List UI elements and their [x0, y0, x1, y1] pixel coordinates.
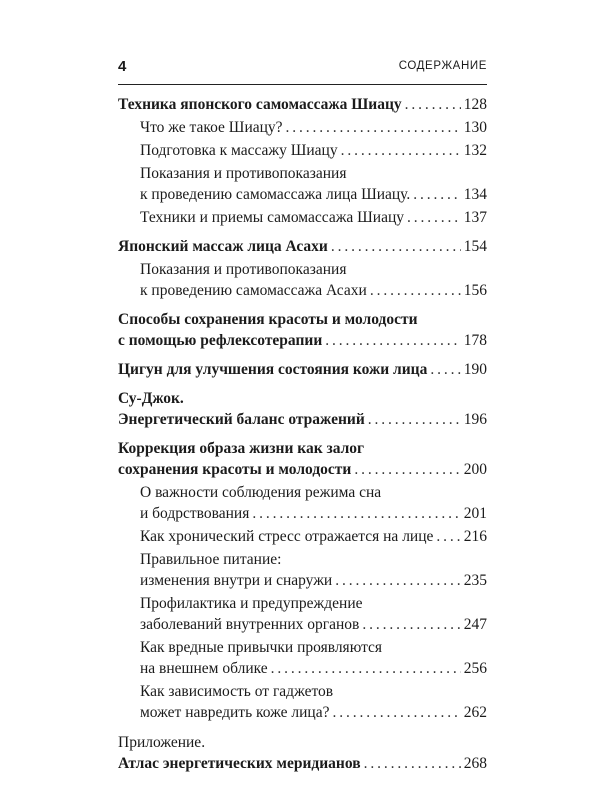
toc-entry-title-line: Цигун для улучшения состояния кожи лица [118, 361, 428, 378]
toc-page-number: 256 [463, 660, 487, 677]
toc-entry [118, 207, 487, 228]
toc-entry-title-line: Способы сохранения красоты и молодости [118, 311, 418, 328]
toc-page-number: 247 [463, 616, 487, 633]
dot-leader [430, 359, 460, 380]
toc-entry-last-line [140, 184, 487, 205]
toc-entry-title-line: сохранения красоты и молодости [118, 461, 352, 478]
toc-page-number: 132 [463, 142, 487, 159]
toc-entry-title-line: Техника японского самомассажа Шиацу [118, 96, 402, 113]
toc-page-number: 137 [463, 209, 487, 226]
dot-leader [325, 330, 460, 351]
dot-leader [405, 94, 461, 115]
toc-page-number: 130 [463, 119, 487, 136]
toc-entry [118, 94, 487, 115]
toc-entry [118, 593, 487, 635]
toc-entry [118, 259, 487, 301]
table-of-contents [118, 94, 487, 774]
toc-page-number: 134 [463, 186, 487, 203]
dot-leader [407, 207, 461, 228]
toc-page-number: 235 [463, 572, 487, 589]
running-head: СОДЕРЖАНИЕ [398, 60, 487, 72]
toc-entry-last-line [118, 330, 487, 351]
toc-entry-last-line [140, 526, 487, 547]
dot-leader [370, 280, 461, 301]
toc-entry-title-line: Атлас энергетических меридианов [118, 755, 361, 772]
toc-entry-title-line: Техники и приемы самомассажа Шиацу [140, 209, 405, 226]
toc-entry-last-line [140, 140, 487, 161]
toc-page-number: 201 [463, 505, 487, 522]
toc-entry-title-line: заболеваний внутренних органов [140, 616, 360, 633]
toc-entry [118, 140, 487, 161]
toc-entry [118, 732, 487, 774]
dot-leader [286, 117, 461, 138]
toc-entry [118, 482, 487, 524]
toc-entry [118, 309, 487, 351]
dot-leader [354, 459, 460, 480]
toc-entry-last-line [118, 236, 487, 257]
toc-entry-last-line [140, 503, 487, 524]
toc-entry-title-line: Как хронический стресс отражается на лице [140, 528, 434, 545]
toc-page-number: 196 [463, 411, 487, 428]
toc-entry-title-line: Су-Джок. [118, 390, 184, 407]
toc-entry [118, 438, 487, 480]
dot-leader [331, 236, 461, 257]
toc-entry-title-line: на внешнем облике [140, 660, 268, 677]
toc-entry-last-line [140, 280, 487, 301]
dot-leader [271, 658, 461, 679]
toc-entry-title-line: Что же такое Шиацу? [140, 119, 283, 136]
toc-entry-last-line [140, 702, 487, 723]
toc-entry-title-line: Коррекция образа жизни как залог [118, 440, 365, 457]
dot-leader [436, 526, 460, 547]
toc-entry-title-line: Японский массаж лица Асахи [118, 238, 328, 255]
header-rule [118, 84, 487, 85]
toc-entry-title-line: Как зависимость от гаджетов [140, 683, 334, 700]
toc-entry-title-line: Приложение. [118, 734, 206, 751]
toc-entry-last-line [140, 207, 487, 228]
toc-entry-last-line [140, 658, 487, 679]
toc-entry [118, 117, 487, 138]
dot-leader [332, 702, 460, 723]
toc-entry-last-line [118, 753, 487, 774]
toc-page-number: 190 [463, 361, 487, 378]
dot-leader [364, 753, 461, 774]
toc-page-number: 154 [463, 238, 487, 255]
toc-entry [118, 681, 487, 723]
toc-entry-last-line [118, 459, 487, 480]
toc-entry [118, 388, 487, 430]
toc-entry [118, 163, 487, 205]
toc-page-number: 200 [463, 461, 487, 478]
toc-entry-title-line: О важности соблюдения режима сна [140, 484, 382, 501]
toc-entry-last-line [140, 614, 487, 635]
toc-entry-title-line: Профилактика и предупреждение [140, 595, 363, 612]
toc-entry [118, 526, 487, 547]
dot-leader [368, 409, 461, 430]
toc-entry-title-line: Правильное питание: [140, 551, 282, 568]
toc-entry-last-line [118, 359, 487, 380]
toc-entry-title-line: может навредить коже лица? [140, 704, 330, 721]
dot-leader [252, 503, 460, 524]
toc-entry-title-line: с помощью рефлексотерапии [118, 332, 323, 349]
page-number: 4 [118, 58, 127, 75]
toc-entry-last-line [140, 117, 487, 138]
toc-entry-last-line [118, 409, 487, 430]
toc-page-number: 268 [463, 755, 487, 772]
toc-entry-title-line: Как вредные привычки проявляются [140, 639, 383, 656]
toc-entry-title-line: и бодрствования [140, 505, 250, 522]
toc-page-number: 262 [463, 704, 487, 721]
toc-entry-title-line: Показания и противопоказания [140, 165, 347, 182]
dot-leader [413, 184, 460, 205]
toc-entry-last-line [118, 94, 487, 115]
dot-leader [362, 614, 460, 635]
toc-entry-title-line: к проведению самомассажа лица Шиацу. [140, 186, 411, 203]
toc-page-number: 128 [463, 96, 487, 113]
toc-page-number: 178 [463, 332, 487, 349]
toc-entry [118, 359, 487, 380]
dot-leader [341, 140, 461, 161]
toc-entry [118, 236, 487, 257]
toc-page-number: 216 [463, 528, 487, 545]
toc-entry-title-line: Подготовка к массажу Шиацу [140, 142, 338, 159]
toc-entry-title-line: изменения внутри и снаружи [140, 572, 333, 589]
toc-entry [118, 637, 487, 679]
toc-entry-title-line: Энергетический баланс отражений [118, 411, 365, 428]
toc-entry-last-line [140, 570, 487, 591]
toc-page-number: 156 [463, 282, 487, 299]
toc-entry-title-line: Показания и противопоказания [140, 261, 347, 278]
toc-entry [118, 549, 487, 591]
toc-entry-title-line: к проведению самомассажа Асахи [140, 282, 367, 299]
dot-leader [335, 570, 461, 591]
